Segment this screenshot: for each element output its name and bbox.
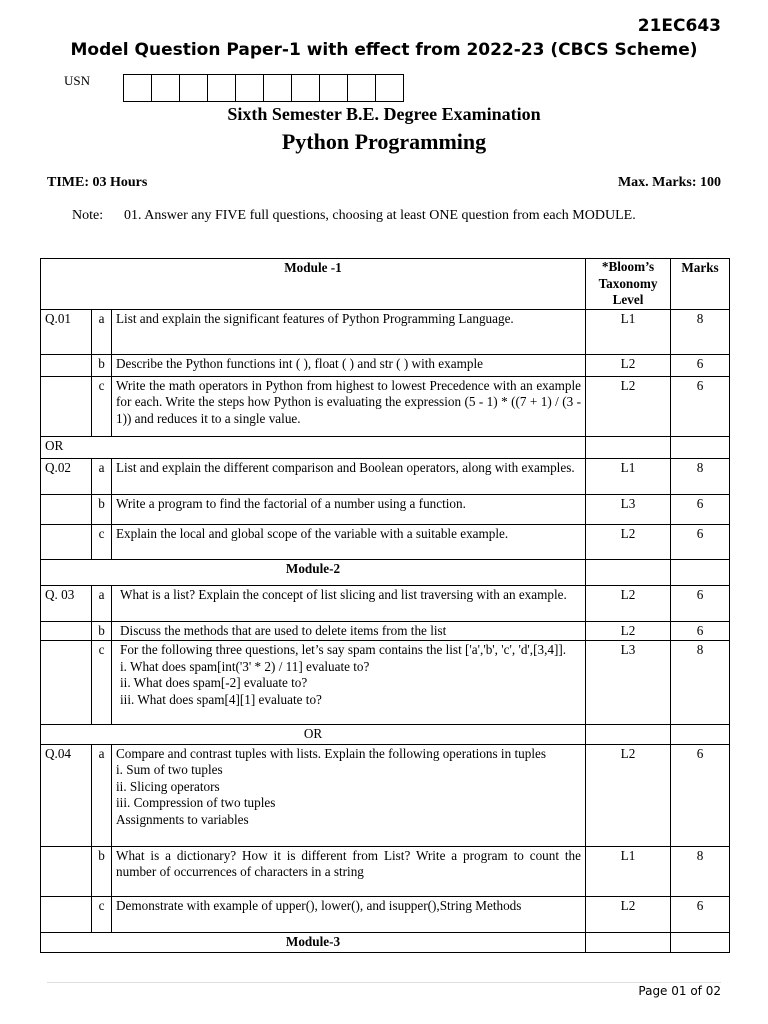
question-line: ii. What does spam[-2] evaluate to? — [120, 675, 308, 690]
blooms-level: L2 — [586, 524, 671, 559]
table-row — [41, 458, 730, 494]
sub-label: a — [92, 309, 112, 354]
semester-heading: Sixth Semester B.E. Degree Examination — [227, 104, 541, 124]
question-number: Q.01 — [41, 309, 92, 354]
question-line: iii. What does spam[4][1] evaluate to? — [120, 691, 322, 707]
sub-label: a — [92, 585, 112, 621]
note-label: Note: — [72, 208, 104, 223]
subject-code: 21EC643 — [637, 16, 721, 36]
question-text: Describe the Python functions int ( ), float ( ) and str ( ) with example — [112, 354, 586, 376]
blooms-level: L2 — [586, 376, 671, 436]
usn-label: USN — [64, 73, 91, 88]
sub-label: c — [92, 641, 112, 725]
blooms-level: L1 — [586, 309, 671, 354]
or-label: OR — [41, 436, 586, 458]
table-row — [41, 309, 730, 354]
question-text: List and explain the different comparison and Boolean operators, along with examples. — [112, 458, 586, 494]
instructions-note — [72, 208, 636, 224]
subject-heading: Python Programming — [281, 129, 487, 154]
max-marks: Max. Marks: 100 — [617, 175, 721, 190]
question-text: What is a list? Explain the concept of list slicing and list traversing with an example. — [112, 585, 586, 621]
module-heading: Module -1 — [41, 259, 586, 310]
question-number: Q.02 — [41, 458, 92, 494]
question-text: Explain the local and global scope of the variable with a suitable example. — [112, 524, 586, 559]
question-line: i. What does spam[int('3' * 2) / 11] evaluate to? — [120, 658, 370, 674]
blooms-level: L1 — [586, 846, 671, 896]
table-row — [41, 744, 730, 846]
usn-boxes — [123, 74, 404, 102]
question-line: ii. Slicing operators — [116, 778, 220, 794]
blooms-level: L2 — [586, 744, 671, 846]
question-line: i. Sum of two tuples — [116, 762, 223, 777]
table-row — [41, 524, 730, 559]
sub-label: b — [92, 846, 112, 896]
exam-time: TIME: 03 Hours — [47, 175, 148, 190]
table-row — [41, 376, 730, 436]
blooms-level: L2 — [586, 896, 671, 932]
marks-value: 8 — [671, 309, 730, 354]
table-row — [41, 354, 730, 376]
question-line: For the following three questions, let’s say spam contains the list ['a','b', 'c', 'd',[3,4]]. — [120, 642, 567, 657]
table-row — [41, 641, 730, 725]
question-text: What is a dictionary? How it is different from List? Write a program to count the number of occurrences of characters in a string — [112, 846, 586, 896]
marks-value: 6 — [671, 585, 730, 621]
marks-value: 8 — [671, 641, 730, 725]
table-header-row — [41, 259, 730, 310]
question-text: Demonstrate with example of upper(), lower(), and isupper(),String Methods — [112, 896, 586, 932]
note-text: 01. Answer any FIVE full questions, choosing at least ONE question from each MODULE. — [124, 208, 636, 223]
marks-value: 6 — [671, 896, 730, 932]
marks-value: 8 — [671, 846, 730, 896]
question-text: Write a program to find the factorial of a number using a function. — [112, 494, 586, 524]
marks-column-header: Marks — [671, 259, 730, 310]
blooms-level: L2 — [586, 585, 671, 621]
or-label: OR — [41, 725, 586, 745]
table-row — [41, 896, 730, 932]
sub-label: c — [92, 524, 112, 559]
module-row — [41, 559, 730, 585]
page-number: Page 01 of 02 — [638, 984, 721, 998]
question-text — [112, 744, 586, 846]
sub-label: c — [92, 376, 112, 436]
table-row — [41, 585, 730, 621]
table-row — [41, 494, 730, 524]
module-heading: Module-2 — [41, 559, 586, 585]
table-row — [41, 846, 730, 896]
question-text: List and explain the significant features of Python Programming Language. — [112, 309, 586, 354]
question-line: Compare and contrast tuples with lists. Explain the following operations in tuples — [116, 745, 546, 761]
question-line: Assignments to variables — [116, 811, 249, 827]
sub-label: b — [92, 494, 112, 524]
question-number: Q. 03 — [41, 585, 92, 621]
sub-label: b — [92, 621, 112, 641]
marks-value: 6 — [671, 376, 730, 436]
marks-value: 6 — [671, 524, 730, 559]
blooms-level: L2 — [586, 621, 671, 641]
table-row — [41, 621, 730, 641]
module-heading: Module-3 — [41, 932, 586, 952]
marks-value: 8 — [671, 458, 730, 494]
marks-value: 6 — [671, 354, 730, 376]
or-row — [41, 725, 730, 745]
sub-label: c — [92, 896, 112, 932]
sub-label: a — [92, 744, 112, 846]
question-number: Q.04 — [41, 744, 92, 846]
marks-value: 6 — [671, 494, 730, 524]
footer-divider — [47, 982, 721, 983]
question-text: Write the math operators in Python from highest to lowest Precedence with an example for each. Write the steps how Python is evaluating the expression (5 - 1) * ((7 + 1) / (3 - 1)) and reduces it to a single value. — [112, 376, 586, 436]
question-line: iii. Compression of two tuples — [116, 795, 276, 810]
paper-title: Model Question Paper-1 with effect from 2022-23 (CBCS Scheme) — [70, 40, 698, 60]
sub-label: b — [92, 354, 112, 376]
or-row — [41, 436, 730, 458]
question-table — [40, 258, 730, 953]
module-row — [41, 932, 730, 952]
question-text: Discuss the methods that are used to delete items from the list — [112, 621, 586, 641]
blooms-level: L3 — [586, 641, 671, 725]
blooms-level: L3 — [586, 494, 671, 524]
question-text — [112, 641, 586, 725]
marks-value: 6 — [671, 621, 730, 641]
blooms-level: L1 — [586, 458, 671, 494]
blooms-column-header: *Bloom’s Taxonomy Level — [586, 259, 671, 310]
blooms-level: L2 — [586, 354, 671, 376]
marks-value: 6 — [671, 744, 730, 846]
sub-label: a — [92, 458, 112, 494]
